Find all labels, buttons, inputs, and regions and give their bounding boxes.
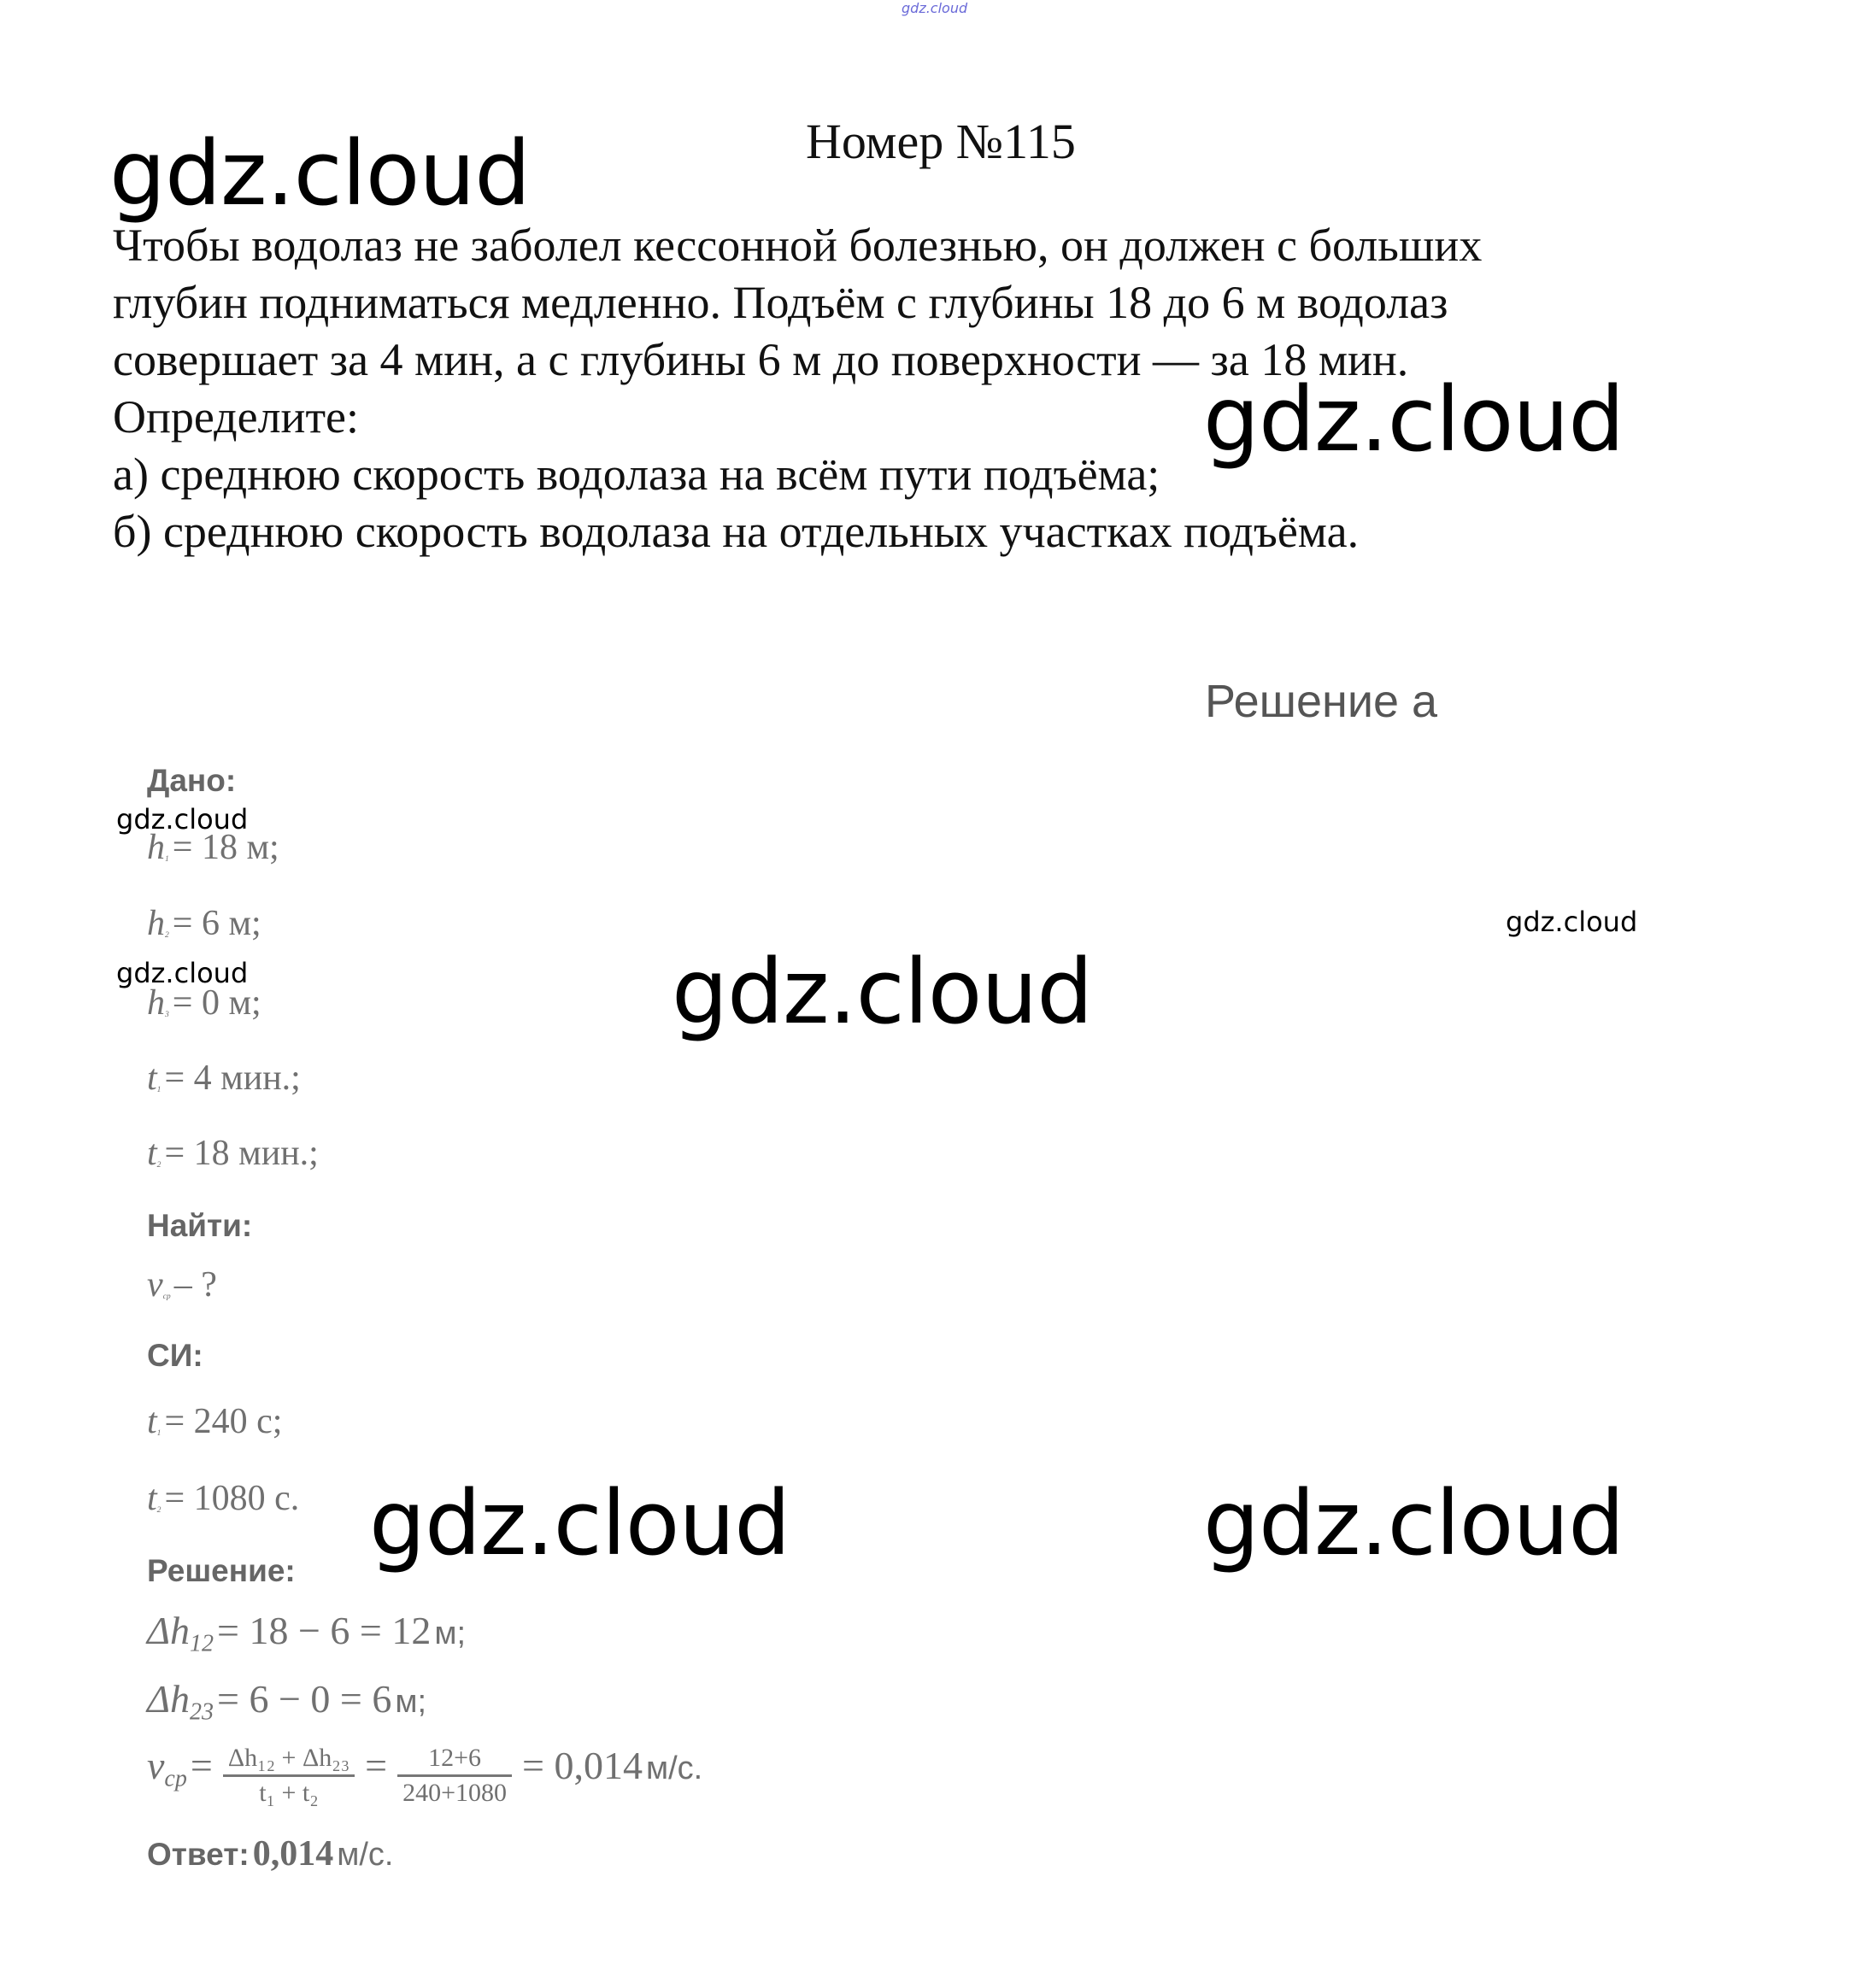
si-t1: $t_1 = 240$ с; <box>147 1402 283 1441</box>
given-t2: $t_2 = 18$ мин.; <box>147 1134 319 1173</box>
given-h2: $h_2 = 6$ м; <box>147 904 261 943</box>
fraction-formula: $\frac{\text{Δh₁₂ + Δh₂₃}}{\text{t₁ + t₂}}$ <box>223 1744 355 1808</box>
watermark-logo-3: gdz.cloud <box>672 940 1093 1044</box>
fraction-values: $\frac{12+6}{240+1080}$ <box>397 1744 512 1808</box>
watermark-small-2: gdz.cloud <box>116 957 249 989</box>
task-line: совершает за 4 мин, а с глубины 6 м до поверхности — за 18 мин. <box>113 334 1409 385</box>
task-line: Определите: <box>113 391 360 443</box>
equation-vavg: vср = $\frac{\text{Δh₁₂ + Δh₂₃}}{\text{t₁ + t₂}}$ = $\frac{12+6}{240+1080}$ = 0,014 м/с. <box>147 1743 703 1807</box>
watermark-logo-4: gdz.cloud <box>369 1471 790 1575</box>
given-label: Дано: <box>147 763 237 798</box>
watermark-small-3: gdz.cloud <box>1506 906 1638 938</box>
answer-value: 0,014 <box>252 1834 334 1874</box>
given-h1: $h_1 = 18$ м; <box>147 828 279 867</box>
equation-dh12: Δh12 = 18 − 6 = 12 м; <box>147 1609 467 1657</box>
watermark-logo-5: gdz.cloud <box>1203 1471 1624 1575</box>
watermark-top: gdz.cloud <box>902 0 968 16</box>
answer-unit: м/с. <box>337 1837 394 1873</box>
equation-dh23: Δh23 = 6 − 0 = 6 м; <box>147 1677 427 1726</box>
solution-heading: Решение а <box>1205 676 1438 727</box>
find-label: Найти: <box>147 1208 253 1243</box>
task-line: глубин подниматься медленно. Подъём с глубины 18 до 6 м водолаз <box>113 277 1448 328</box>
answer-label: Ответ: <box>147 1837 250 1872</box>
task-line: б) среднюю скорость водолаза на отдельных участках подъёма. <box>113 506 1360 557</box>
given-h3: $h_3 = 0$ м; <box>147 983 261 1023</box>
page-title: Номер №115 <box>806 114 1076 169</box>
task-line: а) среднюю скорость водолаза на всём пути подъёма; <box>113 449 1160 500</box>
task-text <box>113 217 1482 560</box>
watermark-logo-2: gdz.cloud <box>1203 367 1624 472</box>
watermark-small-1: gdz.cloud <box>116 803 249 836</box>
si-t2: $t_2 = 1080$ с. <box>147 1479 300 1518</box>
watermark-logo-1: gdz.cloud <box>109 121 531 226</box>
find-value: $v_{ср}$ – ? <box>147 1265 217 1305</box>
given-t1: $t_1 = 4$ мин.; <box>147 1059 301 1098</box>
si-label: СИ: <box>147 1338 203 1373</box>
answer <box>147 1833 393 1874</box>
task-line: Чтобы водолаз не заболел кессонной болезнью, он должен с больших <box>113 220 1483 271</box>
solution-label: Решение: <box>147 1553 296 1588</box>
